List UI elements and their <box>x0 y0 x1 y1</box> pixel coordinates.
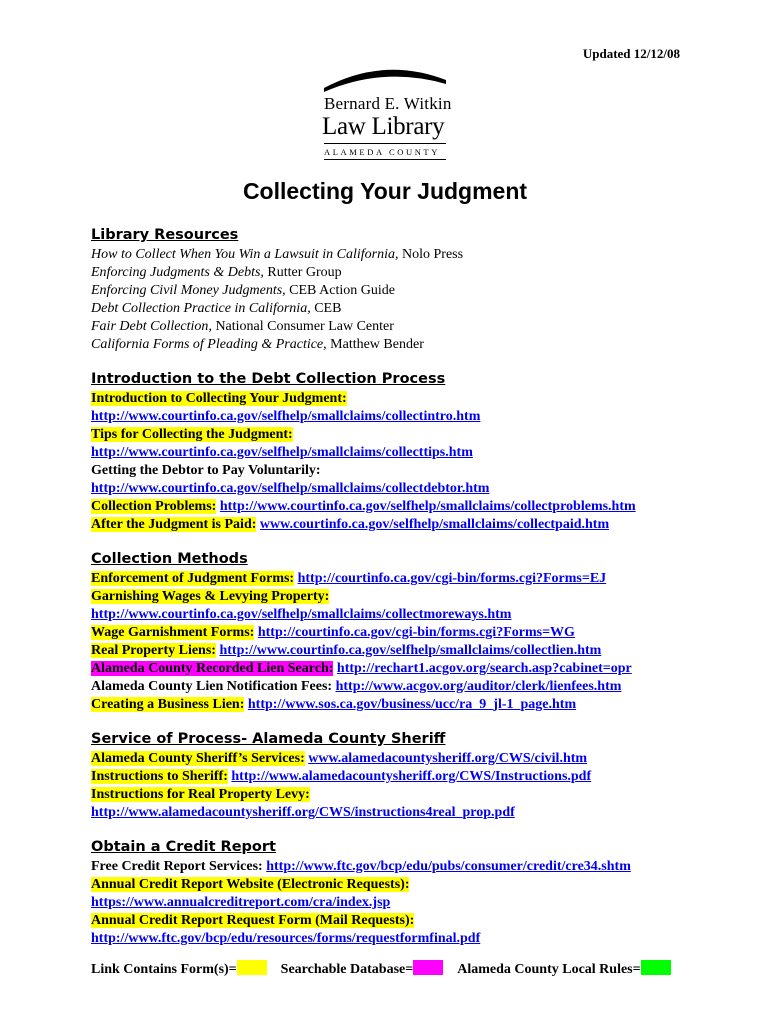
resource-label: Alameda County Lien Notification Fees: <box>91 679 333 694</box>
legend-local-label: Alameda County Local Rules= <box>457 962 641 977</box>
resource-link[interactable]: www.alamedacountysheriff.org/CWS/civil.htm <box>308 751 588 766</box>
resource-label: Real Property Liens: <box>91 643 216 658</box>
resource-item <box>91 318 394 335</box>
resource-link[interactable]: http://rechart1.acgov.org/search.asp?cabinet=opr <box>336 661 632 676</box>
legend-forms-swatch <box>237 960 267 975</box>
resource-label: Getting the Debtor to Pay Voluntarily: <box>91 463 321 478</box>
resource-row <box>91 660 632 677</box>
resource-title: Debt Collection Practice in California, <box>91 301 311 316</box>
resource-link-line <box>91 606 511 623</box>
resource-publisher: Rutter Group <box>263 265 342 280</box>
legend-database-label: Searchable Database= <box>280 962 414 977</box>
resource-link[interactable]: http://courtinfo.ca.gov/cgi-bin/forms.cgi?Forms=WG <box>257 625 575 640</box>
section-heading-methods: Collection Methods <box>91 551 248 567</box>
resource-link[interactable]: http://www.courtinfo.ca.gov/selfhelp/smallclaims/collectdebtor.htm <box>91 481 490 496</box>
resource-label-line <box>91 876 409 893</box>
resource-row <box>91 516 609 533</box>
resource-label: Alameda County Recorded Lien Search: <box>91 661 334 676</box>
resource-publisher: , Matthew Bender <box>323 337 424 352</box>
resource-link[interactable]: http://www.courtinfo.ca.gov/selfhelp/smallclaims/collectlien.htm <box>219 643 602 658</box>
resource-link-line <box>91 408 480 425</box>
resource-publisher: CEB Action Guide <box>285 283 395 298</box>
resource-link[interactable]: http://www.courtinfo.ca.gov/selfhelp/smallclaims/collecttips.htm <box>91 445 473 460</box>
resource-label: Instructions to Sheriff: <box>91 769 228 784</box>
resource-title: How to Collect When You Win a Lawsuit in California, <box>91 247 399 262</box>
page-title: Collecting Your Judgment <box>242 178 528 204</box>
resource-item <box>91 336 424 353</box>
logo-county: ALAMEDA COUNTY <box>324 147 440 157</box>
resource-link[interactable]: http://www.alamedacountysheriff.org/CWS/Instructions.pdf <box>231 769 592 784</box>
resource-label: Wage Garnishment Forms: <box>91 625 255 640</box>
resource-link[interactable]: http://www.ftc.gov/bcp/edu/pubs/consumer/credit/cre34.shtm <box>266 859 631 874</box>
resource-title: Enforcing Judgments & Debts, <box>91 265 264 280</box>
resource-link-line <box>91 444 473 461</box>
section-heading-credit: Obtain a Credit Report <box>91 839 276 855</box>
resource-label: After the Judgment is Paid: <box>91 517 257 532</box>
resource-label-line <box>91 912 414 929</box>
resource-link[interactable]: http://www.alamedacountysheriff.org/CWS/instructions4real_prop.pdf <box>91 805 515 820</box>
resource-label-line <box>91 462 321 479</box>
logo-rule-bottom <box>324 159 446 160</box>
resource-label: Annual Credit Report Website (Electronic Requests): <box>91 877 410 892</box>
resource-item <box>91 282 395 299</box>
resource-publisher: CEB <box>310 301 342 316</box>
resource-row <box>91 768 591 785</box>
resource-label: Garnishing Wages & Levying Property: <box>91 589 330 604</box>
resource-row <box>91 624 575 641</box>
resource-link[interactable]: http://courtinfo.ca.gov/cgi-bin/forms.cgi?Forms=EJ <box>297 571 607 586</box>
resource-title: California Forms of Pleading & Practice <box>91 337 324 352</box>
resource-label-line <box>91 426 293 443</box>
resource-link[interactable]: http://www.courtinfo.ca.gov/selfhelp/smallclaims/collectproblems.htm <box>219 499 636 514</box>
resource-title: Fair Debt Collection <box>91 319 209 334</box>
resource-row <box>91 498 636 515</box>
updated-date: Updated 12/12/08 <box>582 46 680 61</box>
resource-link[interactable]: https://www.annualcreditreport.com/cra/index.jsp <box>91 895 391 910</box>
section-heading-sheriff: Service of Process- Alameda County Sheriff <box>91 731 446 747</box>
section-heading-intro: Introduction to the Debt Collection Process <box>91 371 446 387</box>
resource-link[interactable]: http://www.ftc.gov/bcp/edu/resources/forms/requestformfinal.pdf <box>91 931 481 946</box>
resource-link-line <box>91 894 390 911</box>
section-heading-library: Library Resources <box>91 227 239 243</box>
resource-row <box>91 696 576 713</box>
resource-label: Tips for Collecting the Judgment: <box>91 427 293 442</box>
resource-label: Free Credit Report Services: <box>91 859 263 874</box>
logo-name: Bernard E. Witkin <box>324 94 452 113</box>
resource-link[interactable]: http://www.sos.ca.gov/business/ucc/ra_9_jl-1_page.htm <box>247 697 577 712</box>
resource-label: Collection Problems: <box>91 499 217 514</box>
resource-row <box>91 642 601 659</box>
resource-label-line <box>91 786 310 803</box>
resource-link[interactable]: http://www.courtinfo.ca.gov/selfhelp/smallclaims/collectintro.htm <box>91 409 481 424</box>
resource-link[interactable]: http://www.acgov.org/auditor/clerk/lienfees.htm <box>335 679 622 694</box>
legend-forms-label: Link Contains Form(s)= <box>91 962 237 977</box>
resource-link[interactable]: http://www.courtinfo.ca.gov/selfhelp/smallclaims/collectmoreways.htm <box>91 607 512 622</box>
resource-row <box>91 750 587 767</box>
resource-publisher: Nolo Press <box>398 247 464 262</box>
logo-library: Law Library <box>322 113 445 140</box>
resource-title: Enforcing Civil Money Judgments, <box>91 283 286 298</box>
logo-arc-icon <box>322 62 452 92</box>
color-legend <box>91 960 671 978</box>
legend-local-swatch <box>641 960 671 975</box>
resource-label-line <box>91 588 329 605</box>
resource-link-line <box>91 930 480 947</box>
resource-label: Annual Credit Report Request Form (Mail Requests): <box>91 913 415 928</box>
resource-label: Instructions for Real Property Levy: <box>91 787 310 802</box>
resource-label-line <box>91 390 347 407</box>
resource-link[interactable]: www.courtinfo.ca.gov/selfhelp/smallclaims/collectpaid.htm <box>259 517 610 532</box>
resource-label: Alameda County Sheriff’s Services: <box>91 751 305 766</box>
resource-publisher: , National Consumer Law Center <box>208 319 394 334</box>
resource-link-line <box>91 480 489 497</box>
law-library-logo <box>322 62 452 162</box>
resource-label: Creating a Business Lien: <box>91 697 245 712</box>
legend-database-swatch <box>413 960 443 975</box>
resource-item <box>91 264 342 281</box>
resource-row <box>91 678 621 695</box>
resource-link-line <box>91 804 515 821</box>
resource-label: Introduction to Collecting Your Judgment: <box>91 391 347 406</box>
resource-label: Enforcement of Judgment Forms: <box>91 571 295 586</box>
resource-item <box>91 300 341 317</box>
resource-item <box>91 246 463 263</box>
logo-rule-top <box>324 143 446 144</box>
resource-row <box>91 858 631 875</box>
resource-row <box>91 570 606 587</box>
